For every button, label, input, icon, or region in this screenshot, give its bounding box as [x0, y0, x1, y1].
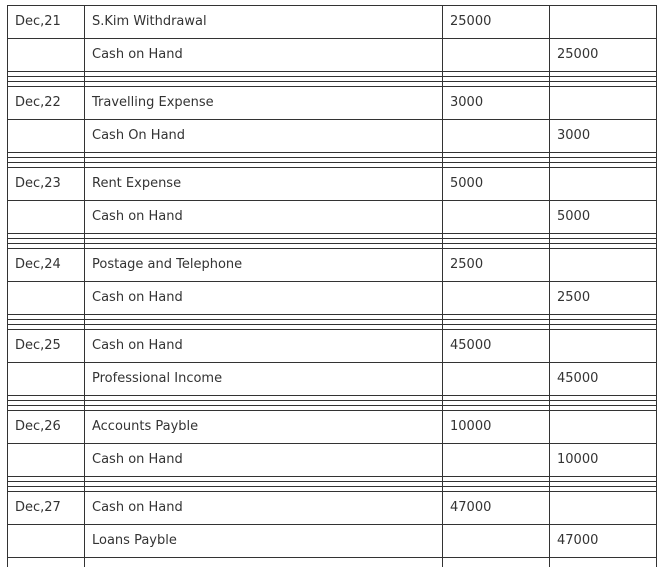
debit-amount: 45000	[450, 338, 492, 353]
credit-account: Loans Payble	[92, 533, 177, 548]
row-rule	[7, 248, 657, 249]
debit-amount: 10000	[450, 419, 492, 434]
entry-date: Dec,25	[15, 338, 61, 353]
column-rule	[442, 5, 443, 567]
debit-account: Cash on Hand	[92, 500, 183, 515]
credit-account: Cash on Hand	[92, 452, 183, 467]
column-rule	[549, 5, 550, 567]
row-rule	[7, 524, 657, 525]
entry-date: Dec,22	[15, 95, 61, 110]
debit-account: Cash on Hand	[92, 338, 183, 353]
row-rule	[7, 314, 657, 315]
row-rule	[7, 233, 657, 234]
entry-date: Dec,24	[15, 257, 61, 272]
row-rule	[7, 162, 657, 163]
debit-account: S.Kim Withdrawal	[92, 14, 207, 29]
row-rule	[7, 157, 657, 158]
row-rule	[7, 557, 657, 558]
column-rule	[7, 5, 8, 567]
debit-amount: 5000	[450, 176, 484, 191]
credit-account: Professional Income	[92, 371, 223, 386]
credit-amount: 10000	[557, 452, 599, 467]
entry-date: Dec,23	[15, 176, 61, 191]
debit-amount: 25000	[450, 14, 492, 29]
debit-account: Travelling Expense	[92, 95, 214, 110]
row-rule	[7, 476, 657, 477]
credit-account: Cash on Hand	[92, 209, 183, 224]
row-rule	[7, 71, 657, 72]
row-rule	[7, 481, 657, 482]
credit-account: Cash On Hand	[92, 128, 186, 143]
row-rule	[7, 81, 657, 82]
row-rule	[7, 86, 657, 87]
row-rule	[7, 238, 657, 239]
row-rule	[7, 152, 657, 153]
entry-date: Dec,27	[15, 500, 61, 515]
debit-amount: 3000	[450, 95, 484, 110]
row-rule	[7, 281, 657, 282]
row-rule	[7, 324, 657, 325]
debit-account: Postage and Telephone	[92, 257, 243, 272]
debit-account: Rent Expense	[92, 176, 182, 191]
row-rule	[7, 76, 657, 77]
credit-amount: 5000	[557, 209, 591, 224]
row-rule	[7, 38, 657, 39]
row-rule	[7, 5, 657, 6]
row-rule	[7, 443, 657, 444]
column-rule	[656, 5, 657, 567]
credit-amount: 3000	[557, 128, 591, 143]
entry-date: Dec,26	[15, 419, 61, 434]
row-rule	[7, 319, 657, 320]
row-rule	[7, 362, 657, 363]
row-rule	[7, 491, 657, 492]
row-rule	[7, 200, 657, 201]
row-rule	[7, 410, 657, 411]
credit-account: Cash on Hand	[92, 47, 183, 62]
credit-account: Cash on Hand	[92, 290, 183, 305]
debit-amount: 47000	[450, 500, 492, 515]
row-rule	[7, 329, 657, 330]
row-rule	[7, 400, 657, 401]
entry-date: Dec,21	[15, 14, 61, 29]
credit-amount: 2500	[557, 290, 591, 305]
credit-amount: 47000	[557, 533, 599, 548]
column-rule	[84, 5, 85, 567]
debit-account: Accounts Payble	[92, 419, 199, 434]
row-rule	[7, 405, 657, 406]
row-rule	[7, 167, 657, 168]
credit-amount: 25000	[557, 47, 599, 62]
row-rule	[7, 119, 657, 120]
row-rule	[7, 486, 657, 487]
debit-amount: 2500	[450, 257, 484, 272]
row-rule	[7, 243, 657, 244]
row-rule	[7, 395, 657, 396]
credit-amount: 45000	[557, 371, 599, 386]
